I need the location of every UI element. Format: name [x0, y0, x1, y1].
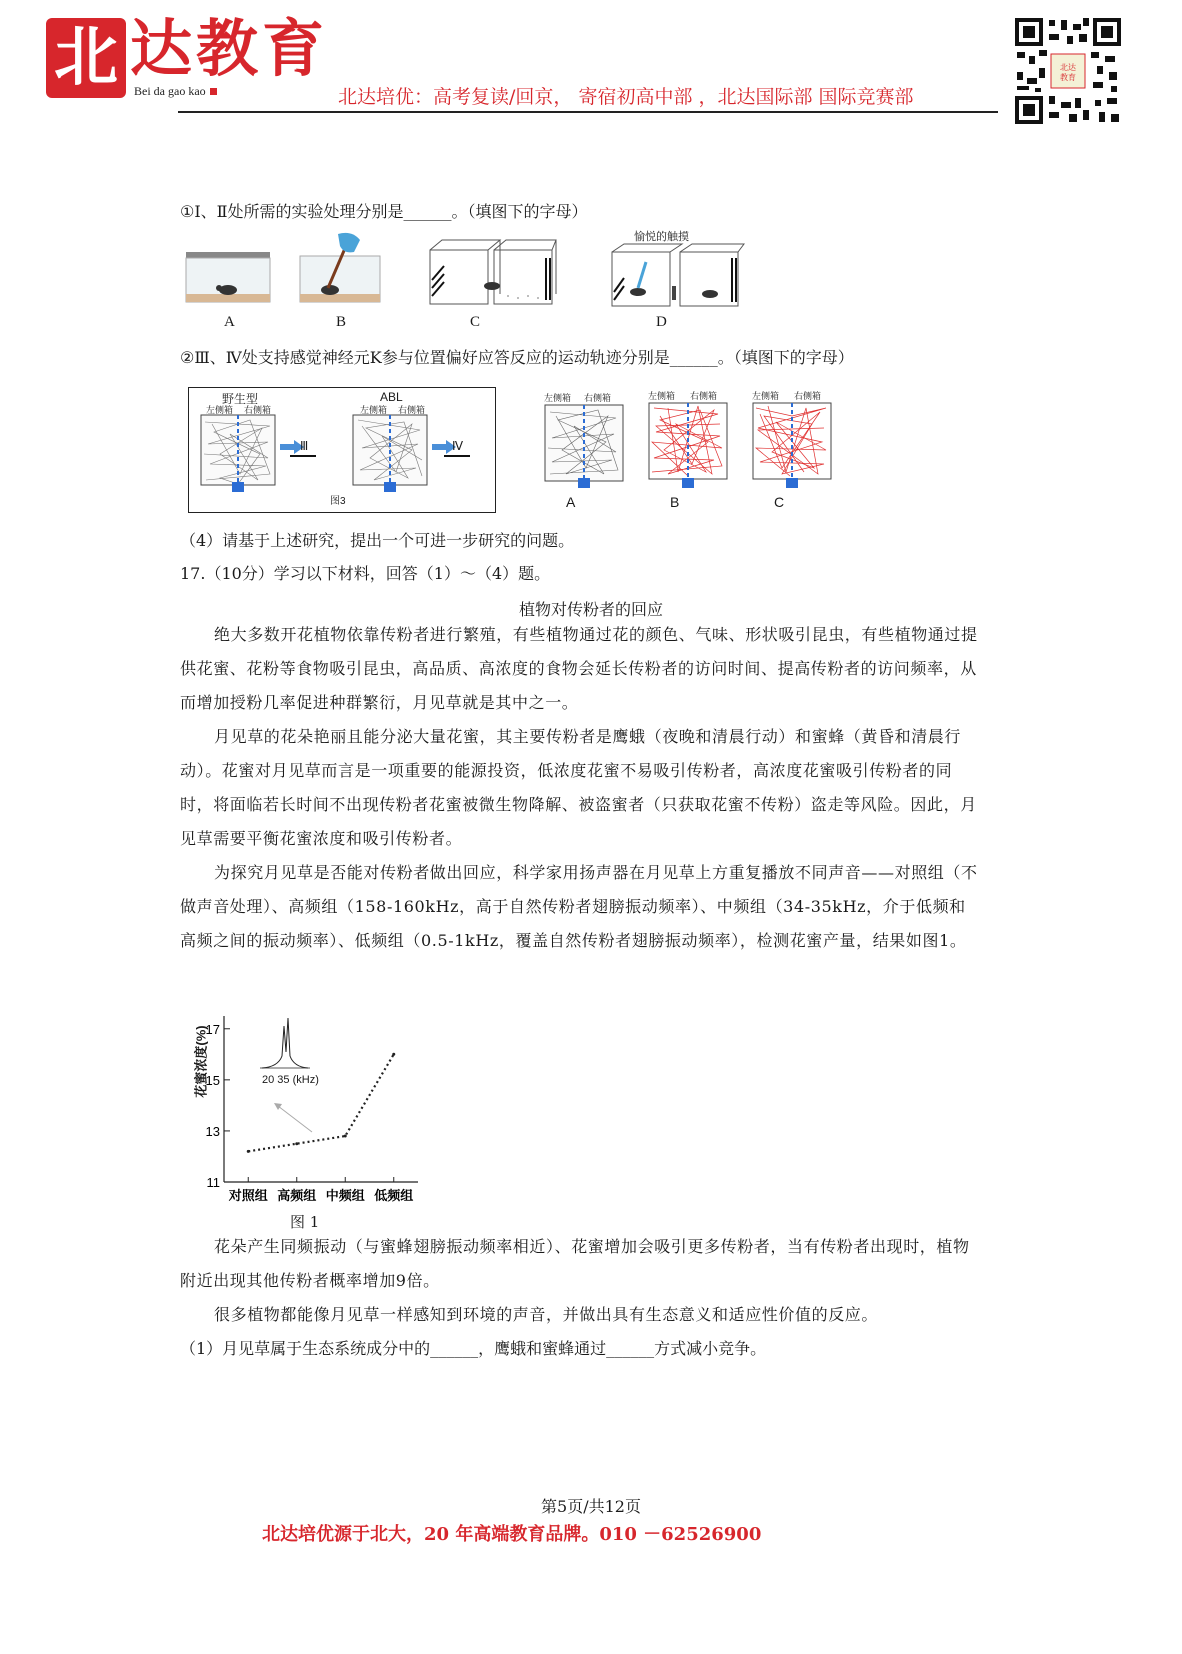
fig3-roman-3: Ⅲ: [300, 439, 309, 453]
y-tick-label: 15: [205, 1072, 220, 1088]
fig-label-a: A: [224, 314, 235, 330]
x-tick-label: 对照组: [228, 1189, 268, 1204]
x-tick-label: 中频组: [325, 1189, 365, 1204]
data-point: [344, 1135, 347, 1138]
fig-b-cage-with-glove: [298, 230, 384, 308]
x-tick-label: 低频组: [374, 1189, 414, 1204]
traj-option-b: [648, 402, 728, 490]
logo-mark: [46, 18, 126, 98]
y-tick-label: 17: [205, 1021, 220, 1037]
q17-paragraph-4: 花朵产生同频振动（与蜜蜂翅膀振动频率相近）、花蜜增加会吸引更多传粉者，当有传粉者出现时，植物附近出现其他传粉者概率增加9倍。: [180, 1237, 970, 1290]
fig3-wild-label: 野生型: [222, 392, 259, 406]
q17-paragraph-3: 为探究月见草是否能对传粉者做出回应，科学家用扬声器在月见草上方重复播放不同声音——对照组（不做声音处理）、高频组（158-160kHz，高于自然传粉者翅膀振动频率）、中频组（34-35kHz，介于低频和高频之间的振动频率）、低频组（0.5-1kHz，覆盖自然传粉者翅膀振动频率），检测花蜜产量，结果如图1。: [180, 863, 978, 950]
q17-header: 17.（10分）学习以下材料，回答（1）～（4）题。: [180, 564, 551, 583]
logo-char: 北: [54, 20, 118, 95]
fig-d-caption: 愉悦的触摸: [634, 231, 689, 243]
traj-label-a: A: [566, 494, 576, 510]
fig3-roman-4: Ⅳ: [452, 439, 464, 453]
traj-c-right: 右侧箱: [794, 391, 822, 401]
traj-label-c: C: [774, 494, 785, 510]
figure1-chart: [178, 1006, 438, 1206]
q16-part2-prompt: ②Ⅲ、Ⅳ处支持感觉神经元K参与位置偏好应答反应的运动轨迹分别是______。（填图下的字母）: [180, 348, 854, 367]
fig3-right-box-2: 右侧箱: [398, 405, 426, 415]
y-tick-label: 13: [205, 1123, 220, 1139]
header-divider: [178, 111, 998, 113]
q17-paragraph-2: 月见草的花朵艳丽且能分泌大量花蜜，其主要传粉者是鹰蛾（夜晚和清晨行动）和蜜蜂（黄昏和清晨行动）。花蜜对月见草而言是一项重要的能源投资，低浓度花蜜不易吸引传粉者，高浓度花蜜吸引传粉者的同时，将面临若长时间不出现传粉者花蜜被微生物降解、被盗蜜者（只获取花蜜不传粉）盗走等风险。因此，月见草需要平衡花蜜浓度和吸引传粉者。: [180, 727, 977, 848]
traj-option-a: [544, 404, 624, 490]
qr-center-text: 北达: [1060, 63, 1076, 72]
logo-name: 达教育: [130, 12, 329, 85]
y-tick-label: 11: [206, 1175, 220, 1190]
y-axis-label: 花蜜浓度(%): [193, 1025, 209, 1098]
page-number: 第5页/共12页: [541, 1497, 641, 1516]
fig3-abl-trajectory: [352, 414, 428, 494]
header-slogan: 北达培优：高考复读/回京， 寄宿初高中部 ，北达国际部 国际竞赛部: [338, 86, 914, 108]
fig-c-two-chambers: [428, 238, 558, 308]
inset-frequency-ticks: 20 35 (kHz): [262, 1074, 319, 1086]
fig3-caption: 图3: [330, 496, 346, 507]
q17-paragraph-5: 很多植物都能像月见草一样感知到环境的声音，并做出具有生态意义和适应性价值的反应。: [214, 1305, 879, 1324]
traj-a-right: 右侧箱: [584, 393, 612, 403]
traj-label-b: B: [670, 494, 680, 510]
series-line: [248, 1054, 394, 1151]
figure1-caption: 图 1: [290, 1213, 320, 1231]
logo-pinyin: Bei da gao kao: [134, 84, 217, 99]
fig3-abl-label: ABL: [380, 390, 403, 404]
traj-a-left: 左侧箱: [544, 393, 572, 403]
fig-a-cage: [184, 248, 274, 308]
footer-slogan: 北达培优源于北大，20 年高端教育品牌。010 －62526900: [262, 1524, 762, 1545]
q17-title: 植物对传粉者的回应: [518, 600, 663, 619]
fig-label-c: C: [470, 314, 481, 330]
q17-paragraph-1: 绝大多数开花植物依靠传粉者进行繁殖，有些植物通过花的颜色、气味、形状吸引昆虫，有些植物通过提供花蜜、花粉等食物吸引昆虫，高品质、高浓度的食物会延长传粉者的访问时间、提高传粉者的访问频率，从而增加授粉几率促进种群繁衍，月见草就是其中之一。: [180, 625, 978, 712]
q17-question-1: （1）月见草属于生态系统成分中的______，鹰蛾和蜜蜂通过______方式减小竞争。: [180, 1339, 767, 1358]
fig3-blank-4: [444, 455, 470, 457]
traj-c-left: 左侧箱: [752, 391, 780, 401]
fig3-left-box-1: 左侧箱: [206, 405, 234, 415]
fig-label-b: B: [336, 314, 347, 330]
data-point: [295, 1142, 298, 1145]
fig3-wild-trajectory: [200, 414, 276, 494]
q16-part1-prompt: ①Ⅰ、Ⅱ处所需的实验处理分别是______。（填图下的字母）: [180, 202, 588, 221]
data-point: [247, 1150, 250, 1153]
fig3-blank-3: [290, 455, 316, 457]
fig-d-chambers-touch: [610, 242, 748, 310]
fig3-left-box-2: 左侧箱: [360, 405, 388, 415]
traj-b-right: 右侧箱: [690, 391, 718, 401]
data-point: [392, 1053, 395, 1056]
traj-option-c: [752, 402, 832, 490]
traj-b-left: 左侧箱: [648, 391, 676, 401]
fig3-right-box-1: 右侧箱: [244, 405, 272, 415]
x-tick-label: 高频组: [277, 1189, 317, 1204]
fig-label-d: D: [656, 314, 667, 330]
qr-code: [1013, 16, 1123, 126]
q16-part4: （4）请基于上述研究，提出一个可进一步研究的问题。: [180, 531, 575, 550]
inset-pointer-arrow: [278, 1106, 312, 1132]
svg-text:教育: 教育: [1060, 73, 1076, 82]
